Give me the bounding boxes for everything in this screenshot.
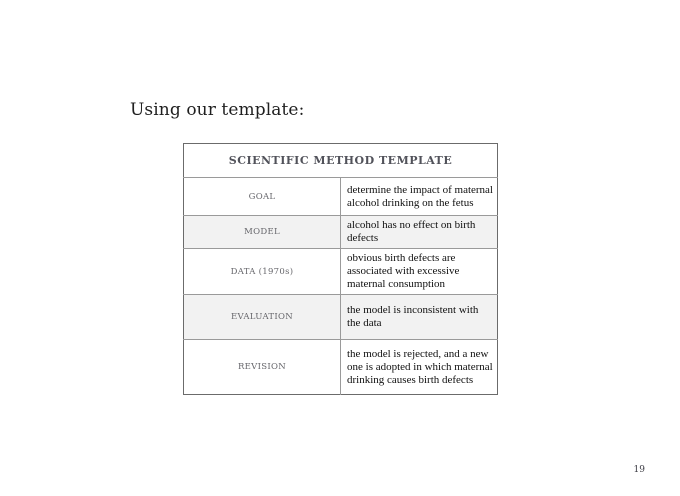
row-content: the model is rejected, and a new one is adopted in which maternal drinking causes birth defects xyxy=(341,340,498,395)
row-content: obvious birth defects are associated with excessive maternal consumption xyxy=(341,249,498,295)
page-number: 19 xyxy=(633,465,645,475)
row-label: EVALUATION xyxy=(184,295,341,340)
row-content: determine the impact of maternal alcohol drinking on the fetus xyxy=(341,178,498,216)
table-header-row xyxy=(184,144,498,178)
table-row-data xyxy=(184,249,498,295)
table-row-model xyxy=(184,216,498,249)
row-label: MODEL xyxy=(184,216,341,249)
table-row-evaluation xyxy=(184,295,498,340)
scientific-method-table xyxy=(183,143,498,395)
row-label: DATA (1970s) xyxy=(184,249,341,295)
table-header: SCIENTIFIC METHOD TEMPLATE xyxy=(184,144,498,178)
row-content: the model is inconsistent with the data xyxy=(341,295,498,340)
row-label: GOAL xyxy=(184,178,341,216)
page-title: Using our template: xyxy=(130,100,305,120)
row-content: alcohol has no effect on birth defects xyxy=(341,216,498,249)
table-row-revision xyxy=(184,340,498,395)
table-row-goal xyxy=(184,178,498,216)
row-label: REVISION xyxy=(184,340,341,395)
